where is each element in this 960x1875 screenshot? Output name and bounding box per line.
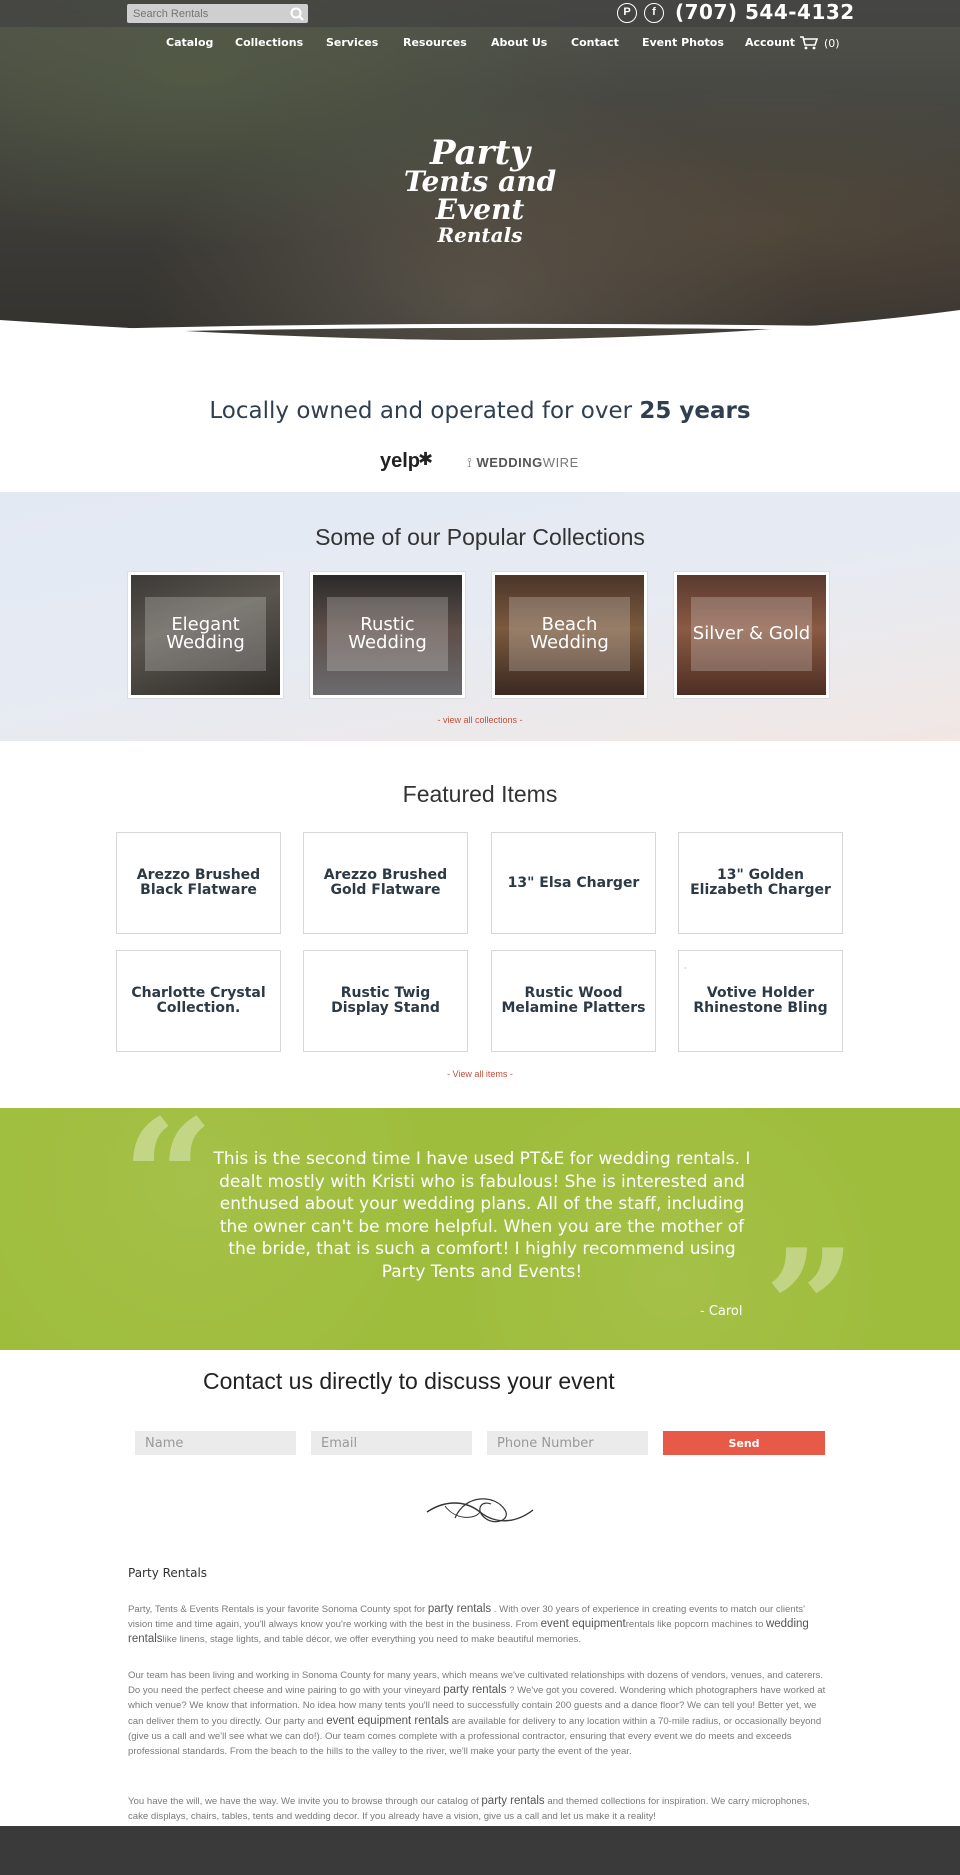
nav-services[interactable]: Services xyxy=(326,36,379,49)
about-paragraph-1 xyxy=(128,1602,830,1648)
text-run: are available for delivery to any location within a 70-mile radius, or occasionally beyond (give us a call and we'll see what we can do!). Our team comes complete with a professional contractor, ensuring that every event we do meets and exceeds professional standards. From the beach to the hills to the valley to the river, we'll make your party the event of the year. xyxy=(128,1715,822,1758)
about-title: Party Rentals xyxy=(128,1566,208,1580)
featured-item[interactable] xyxy=(678,832,843,934)
nav-resources[interactable]: Resources xyxy=(403,36,467,49)
text-run: . With over 30 years of experience in creating events to match our clients' vision time and time again, you'll always know you're working with the best in the business. From xyxy=(128,1604,805,1631)
party-rentals-link[interactable]: party rentals xyxy=(427,1603,492,1615)
view-all-items-link[interactable]: - View all items - xyxy=(447,1069,513,1079)
event-equipment-link[interactable]: event equipment xyxy=(540,1618,626,1631)
site-logo[interactable] xyxy=(380,133,580,247)
text-run: Party, Tents & Events Rentals is your favorite Sonoma County spot for xyxy=(128,1604,428,1615)
featured-item[interactable] xyxy=(116,832,281,934)
tagline xyxy=(0,398,960,424)
search-input[interactable] xyxy=(127,5,277,24)
yelp-badge[interactable]: yelp xyxy=(380,450,421,472)
nav-account[interactable]: Account xyxy=(745,36,796,49)
featured-item-name: 13" Golden Elizabeth Charger xyxy=(690,867,831,898)
collection-card-elegant[interactable] xyxy=(128,572,283,698)
hero-swoosh-divider xyxy=(0,300,960,376)
wedding-rentals-link[interactable]: wedding rentals xyxy=(128,1618,809,1646)
phone-field[interactable] xyxy=(487,1431,648,1455)
cart-icon[interactable] xyxy=(800,36,818,50)
collection-label: Silver & Gold xyxy=(691,597,812,671)
weddingwire-badge[interactable] xyxy=(467,455,579,471)
party-rentals-link[interactable]: party rentals xyxy=(481,1795,545,1807)
yelp-burst-icon: ✱ xyxy=(418,449,434,469)
collection-label: Beach Wedding xyxy=(509,597,630,671)
footer-bar xyxy=(0,1826,960,1875)
open-quote-icon: “ xyxy=(122,1084,215,1272)
logo-line-1: Party xyxy=(429,133,531,173)
collection-image xyxy=(677,575,826,695)
featured-item[interactable] xyxy=(491,950,656,1052)
featured-item-name: Arezzo Brushed Gold Flatware xyxy=(323,867,448,898)
send-button[interactable]: Send xyxy=(663,1431,825,1455)
search-icon[interactable] xyxy=(289,6,305,22)
featured-item[interactable] xyxy=(491,832,656,934)
featured-item-name: Rustic Wood Melamine Platters xyxy=(501,985,646,1016)
logo-line-2: Tents and Event xyxy=(403,165,557,226)
weddingwire-word-b: WIRE xyxy=(542,455,579,470)
tagline-emphasis: 25 years xyxy=(639,398,751,424)
featured-item[interactable] xyxy=(678,950,843,1052)
flourish-divider-icon xyxy=(425,1490,535,1530)
featured-title: Featured Items xyxy=(402,781,558,807)
nav-about-us[interactable]: About Us xyxy=(491,36,548,49)
about-paragraph-3 xyxy=(128,1794,830,1824)
name-field[interactable] xyxy=(135,1431,296,1455)
collections-title: Some of our Popular Collections xyxy=(315,524,645,550)
featured-item-name: 13" Elsa Charger xyxy=(507,874,640,891)
facebook-icon[interactable]: f xyxy=(644,3,664,23)
text-run: and themed collections for inspiration. We carry microphones, cake displays, chairs, tables, tents and wedding decor. If you already have a vision, give us a call and let us make it a reality! xyxy=(128,1796,810,1823)
featured-item-name: Arezzo Brushed Black Flatware xyxy=(136,867,261,898)
featured-item[interactable] xyxy=(303,950,468,1052)
tagline-prefix: Locally owned and operated for over xyxy=(209,398,633,424)
nav-collections[interactable]: Collections xyxy=(235,36,304,49)
text-run: like linens, stage lights, and table décor, we offer everything you need to make beautiful memories. xyxy=(162,1634,581,1646)
featured-item-name: Charlotte Crystal Collection. xyxy=(131,985,266,1016)
testimonial-quote: This is the second time I have used PT&E for wedding rentals. I dealt mostly with Kristi who is fabulous! She is interested and enthused about your wedding plans. All of the staff, including the owner can't be more helpful. When you are the mother of the bride, that is such a comfort! I highly recommend using Party Tents and Events! xyxy=(213,1149,751,1282)
pinterest-icon[interactable]: P xyxy=(617,3,637,23)
featured-item-name: Rustic Twig Display Stand xyxy=(331,985,440,1016)
featured-item-name: Votive Holder Rhinestone Bling xyxy=(693,985,828,1016)
nav-contact[interactable]: Contact xyxy=(571,36,619,49)
about-paragraph-2 xyxy=(128,1668,830,1759)
view-all-collections-link[interactable]: - view all collections - xyxy=(437,715,523,725)
nav-catalog[interactable]: Catalog xyxy=(166,36,214,49)
collection-label: Elegant Wedding xyxy=(145,597,266,671)
featured-item[interactable] xyxy=(303,832,468,934)
nav-event-photos[interactable]: Event Photos xyxy=(642,36,724,49)
collection-label: Rustic Wedding xyxy=(327,597,448,671)
event-equipment-rentals-link[interactable]: event equipment rentals xyxy=(326,1714,449,1727)
featured-item[interactable] xyxy=(116,950,281,1052)
collection-card-rustic[interactable] xyxy=(310,572,465,698)
collection-card-beach[interactable] xyxy=(492,572,647,698)
collection-image xyxy=(313,575,462,695)
text-run: rentals like popcorn machines to xyxy=(625,1619,766,1631)
weddingwire-mark-icon: ⟟ xyxy=(467,455,477,470)
cart-count[interactable]: (0) xyxy=(824,37,840,50)
email-field[interactable] xyxy=(311,1431,472,1455)
close-quote-icon: ” xyxy=(764,1214,857,1402)
hero-banner xyxy=(0,0,960,376)
testimonial-author: - Carol xyxy=(700,1304,743,1319)
collection-image xyxy=(131,575,280,695)
text-run: Our team has been living and working in Sonoma County for many years, which means we've cultivated relationships with dozens of vendors, venues, and caterers. Do you need the perfect cheese and wine pairing to go with your vineyard xyxy=(128,1670,824,1697)
collection-image xyxy=(495,575,644,695)
logo-line-3: Rentals xyxy=(437,223,523,247)
contact-title: Contact us directly to discuss your event xyxy=(203,1368,615,1394)
broken-image-icon: · xyxy=(684,964,687,973)
collection-card-silver-gold[interactable] xyxy=(674,572,829,698)
party-rentals-link[interactable]: party rentals xyxy=(443,1684,507,1697)
weddingwire-word-a: WEDDING xyxy=(476,455,543,470)
search-box xyxy=(127,4,308,23)
text-run: You have the will, we have the way. We invite you to browse through our catalog of xyxy=(128,1796,482,1807)
text-run: ? We've got you covered. Wondering which photographers have worked at which venue? We know that information. No idea how many tents you'll need to successfully contain 200 guests and a dance floor? We can tell you! Better yet, we can deliver them to you directly. Our party and xyxy=(128,1685,826,1727)
phone-number[interactable]: (707) 544-4132 xyxy=(675,0,855,24)
